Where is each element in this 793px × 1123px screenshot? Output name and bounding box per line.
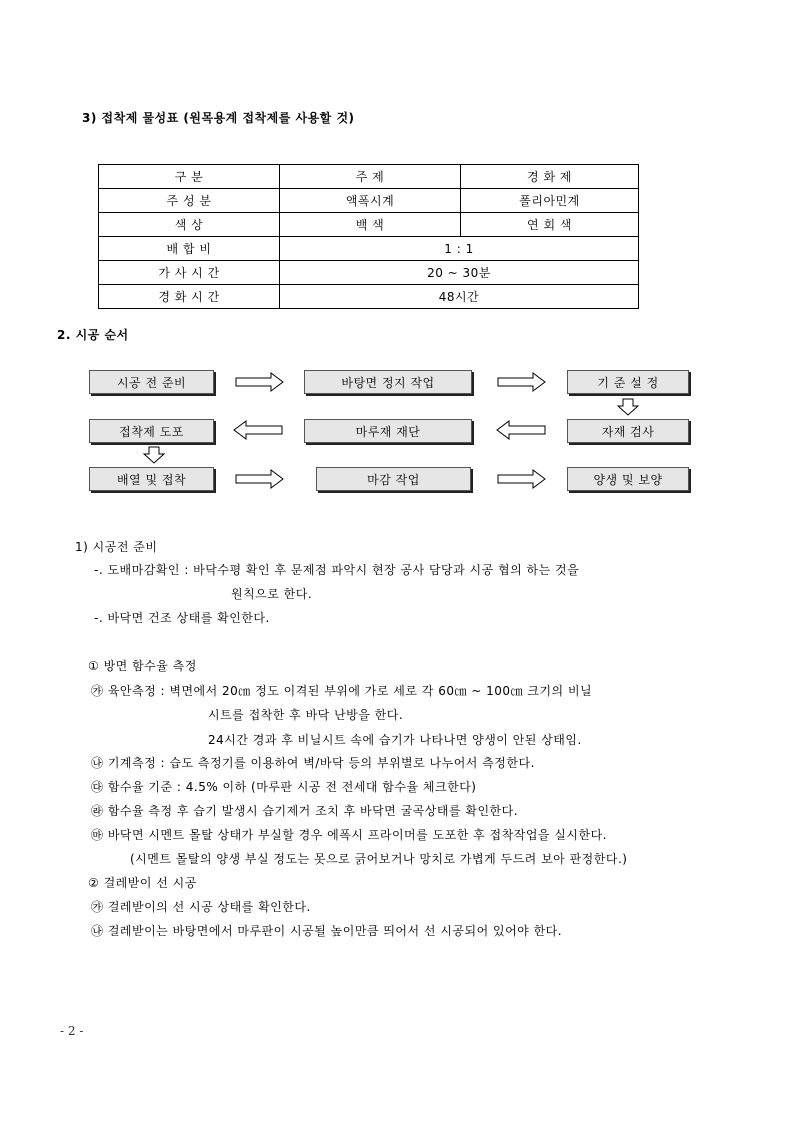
text-line: ㉯ 걸레받이는 바탕면에서 마루판이 시공될 높이만큼 띄어서 선 시공되어 있어야 한다. (91, 924, 563, 938)
table-row (99, 285, 639, 309)
table-cell: 경 화 시 간 (99, 285, 280, 309)
flow-step-curing: 양생 및 보양 (567, 467, 689, 491)
down-arrow-icon (142, 446, 166, 464)
flow-step-prep: 시공 전 준비 (89, 370, 214, 394)
flow-step-material-inspection: 자재 검사 (567, 419, 689, 443)
table-cell: 구 분 (99, 165, 280, 189)
table-cell: 주 제 (280, 165, 461, 189)
table-cell: 가 사 시 간 (99, 261, 280, 285)
right-arrow-icon (497, 469, 547, 489)
page-number: - 2 - (60, 1024, 84, 1038)
text-line: ㉱ 함수율 측정 후 습기 발생시 습기제거 조치 후 바닥면 굴곡상태를 확인한다. (91, 804, 519, 818)
flow-step-reference-setting: 기 준 설 정 (567, 370, 689, 394)
item-heading: ① 방면 함수율 측정 (88, 659, 197, 673)
table-row (99, 165, 639, 189)
left-arrow-icon (495, 420, 547, 440)
flow-step-finishing: 마감 작업 (316, 467, 471, 491)
adhesive-property-table (98, 164, 639, 309)
subsection-1-title: 1) 시공전 준비 (75, 540, 158, 554)
table-row (99, 213, 639, 237)
text-line: -. 바닥면 건조 상태를 확인한다. (94, 611, 270, 625)
right-arrow-icon (235, 469, 285, 489)
table-cell: 연 회 색 (461, 213, 639, 237)
text-line: (시멘트 몰탈의 양생 부실 정도는 못으로 긁어보거나 망치로 가볍게 두드려 보아 판정한다.) (130, 852, 628, 866)
text-line: 시트를 접착한 후 바닥 난방을 한다. (208, 708, 404, 722)
section-3-title: 3) 접착제 물성표 (원목용계 접착제를 사용할 것) (82, 111, 355, 125)
table-cell: 48시간 (280, 285, 639, 309)
text-line: ㉲ 바닥면 시멘트 몰탈 상태가 부실할 경우 에폭시 프라이머를 도포한 후 접착작업을 실시한다. (91, 828, 607, 842)
flow-step-arrange-bond: 배열 및 접착 (89, 467, 214, 491)
flow-step-floor-cutting: 마루재 재단 (304, 419, 472, 443)
section-2-title: 2. 시공 순서 (57, 328, 129, 342)
table-row (99, 261, 639, 285)
table-cell: 액폭시계 (280, 189, 461, 213)
table-cell: 주 성 분 (99, 189, 280, 213)
item-heading: ② 걸레받이 선 시공 (88, 876, 197, 890)
table-cell: 배 합 비 (99, 237, 280, 261)
text-line: ㉮ 걸레받이의 선 시공 상태를 확인한다. (91, 900, 311, 914)
table-cell: 경 화 제 (461, 165, 639, 189)
table-row (99, 189, 639, 213)
table-cell: 백 색 (280, 213, 461, 237)
text-line: ㉯ 기계측정 : 습도 측정기를 이용하여 벽/바닥 등의 부위별로 나누어서 측정한다. (91, 756, 535, 770)
left-arrow-icon (232, 420, 284, 440)
text-line: -. 도배마감확인 : 바닥수평 확인 후 문제점 파악시 현장 공사 담당과 시공 협의 하는 것을 (94, 563, 580, 577)
table-cell: 20 ~ 30분 (280, 261, 639, 285)
text-line: 원칙으로 한다. (231, 587, 313, 601)
text-line: ㉰ 함수율 기준 : 4.5% 이하 (마루판 시공 전 전세대 함수율 체크한다) (91, 780, 477, 794)
table-row (99, 237, 639, 261)
text-line: 24시간 경과 후 비닐시트 속에 습기가 나타나면 양생이 안된 상태임. (208, 733, 582, 747)
down-arrow-icon (616, 398, 640, 416)
table-cell: 폴리아민계 (461, 189, 639, 213)
right-arrow-icon (235, 372, 285, 392)
table-cell: 색 상 (99, 213, 280, 237)
text-line: ㉮ 육안측정 : 벽면에서 20㎝ 정도 이격된 부위에 가로 세로 각 60㎝ ~ 100㎝ 크기의 비닐 (91, 684, 593, 698)
flow-step-base-leveling: 바탕면 정지 작업 (304, 370, 472, 394)
table-cell: 1 : 1 (280, 237, 639, 261)
flow-step-adhesive-apply: 접착제 도포 (89, 419, 214, 443)
right-arrow-icon (497, 372, 547, 392)
